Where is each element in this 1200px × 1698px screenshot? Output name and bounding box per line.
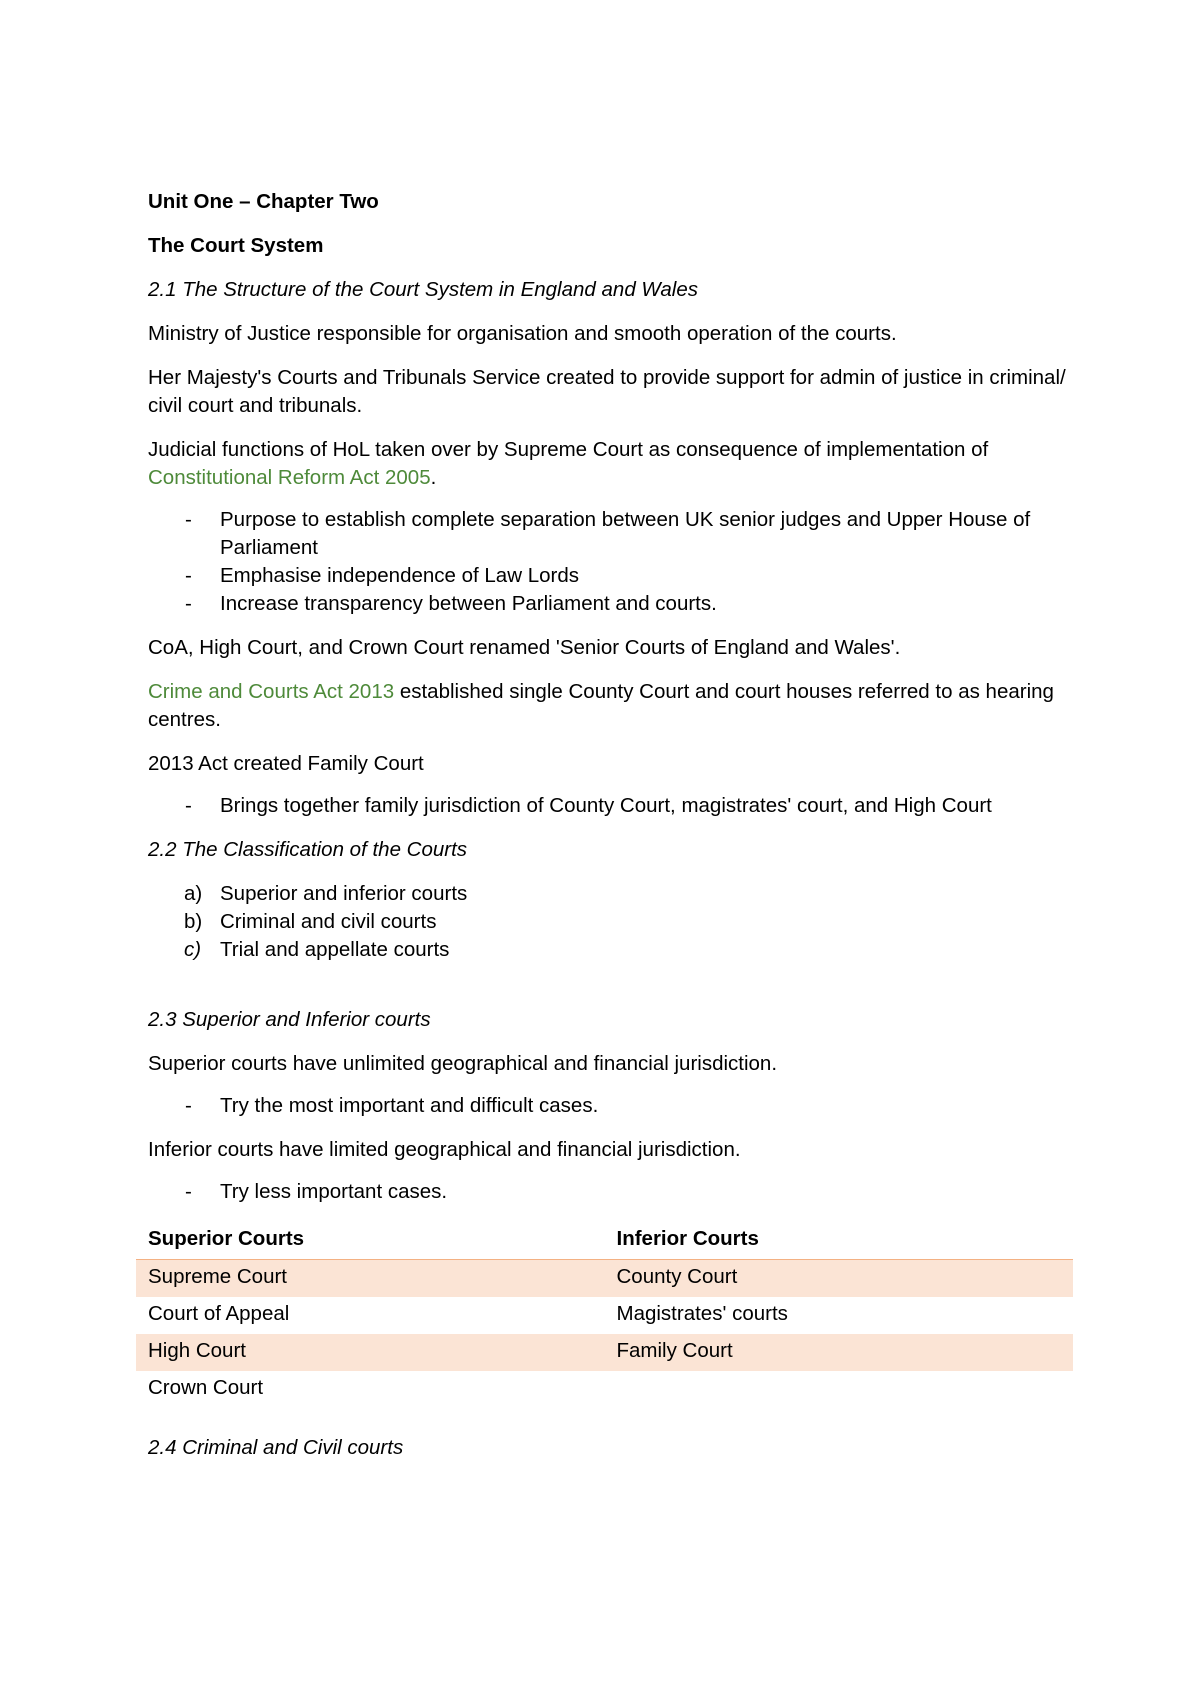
column-header-superior: Superior Courts [136,1222,605,1260]
list-item: - Purpose to establish complete separation between UK senior judges and Upper House of Parliament [148,506,1072,562]
courts-table [136,1222,1073,1408]
paragraph-ministry: Ministry of Justice responsible for organisation and smooth operation of the courts. [148,322,897,345]
column-header-inferior: Inferior Courts [605,1222,1074,1260]
family-court-list [148,792,1072,820]
list-item: - Emphasise independence of Law Lords [148,562,1072,590]
paragraph-inferior: Inferior courts have limited geographical and financial jurisdiction. [148,1138,741,1161]
paragraph-superior: Superior courts have unlimited geographical and financial jurisdiction. [148,1052,778,1075]
inferior-list [148,1178,1072,1206]
spacer [148,980,1072,1006]
section-2-1-heading: 2.1 The Structure of the Court System in England and Wales [148,278,698,301]
list-item: - Try less important cases. [148,1178,1072,1206]
section-2-4-heading: 2.4 Criminal and Civil courts [148,1436,404,1459]
list-item: - Brings together family jurisdiction of County Court, magistrates' court, and High Court [148,792,1072,820]
crime-and-courts-act-link[interactable]: Crime and Courts Act 2013 [148,680,395,703]
table-cell: Supreme Court [136,1260,605,1298]
table-row [136,1371,1073,1408]
table-header-row [136,1222,1073,1260]
list-item: - Increase transparency between Parliament and courts. [148,590,1072,618]
list-item-text: Superior and inferior courts [220,882,468,905]
paragraph-judicial-text: Judicial functions of HoL taken over by Supreme Court as consequence of implementation of [148,438,989,461]
reform-purpose-list [148,506,1072,618]
unit-heading: Unit One – Chapter Two [148,190,379,213]
table-cell: Family Court [605,1334,1074,1371]
paragraph-judicial-end: . [430,466,437,489]
table-cell: High Court [136,1334,605,1371]
superior-list [148,1092,1072,1120]
list-marker: c) [184,938,202,961]
paragraph-family-court: 2013 Act created Family Court [148,752,424,775]
list-item: - Try the most important and difficult cases. [148,1092,1072,1120]
section-2-2-heading: 2.2 The Classification of the Courts [148,838,468,861]
list-item [148,908,1072,936]
list-marker: b) [184,910,203,933]
table-cell: Crown Court [148,1376,264,1399]
list-item-text: Trial and appellate courts [220,938,450,961]
constitutional-reform-act-link[interactable]: Constitutional Reform Act 2005 [148,466,431,489]
table-row [136,1260,1073,1298]
paragraph-hmcts: Her Majesty's Courts and Tribunals Service created to provide support for admin of justice in criminal/ civil court and tribunals. [148,366,1066,417]
paragraph-judicial-functions [148,436,1072,492]
table-cell: Magistrates' courts [616,1302,788,1325]
table-row [136,1297,1073,1334]
table-cell: Court of Appeal [148,1302,290,1325]
list-marker: a) [184,882,203,905]
table-cell [605,1371,1074,1408]
list-item [148,936,1072,964]
classification-list [148,880,1072,964]
table-cell: County Court [605,1260,1074,1298]
list-item-text: Criminal and civil courts [220,910,437,933]
paragraph-crime-courts-act [148,678,1072,734]
list-item [148,880,1072,908]
section-2-3-heading: 2.3 Superior and Inferior courts [148,1008,431,1031]
table-row [136,1334,1073,1371]
paragraph-senior-courts: CoA, High Court, and Crown Court renamed 'Senior Courts of England and Wales'. [148,636,901,659]
chapter-title: The Court System [148,234,324,257]
paragraph-crime-courts-text: established single County Court and court houses referred to as hearing centres. [148,680,1054,731]
